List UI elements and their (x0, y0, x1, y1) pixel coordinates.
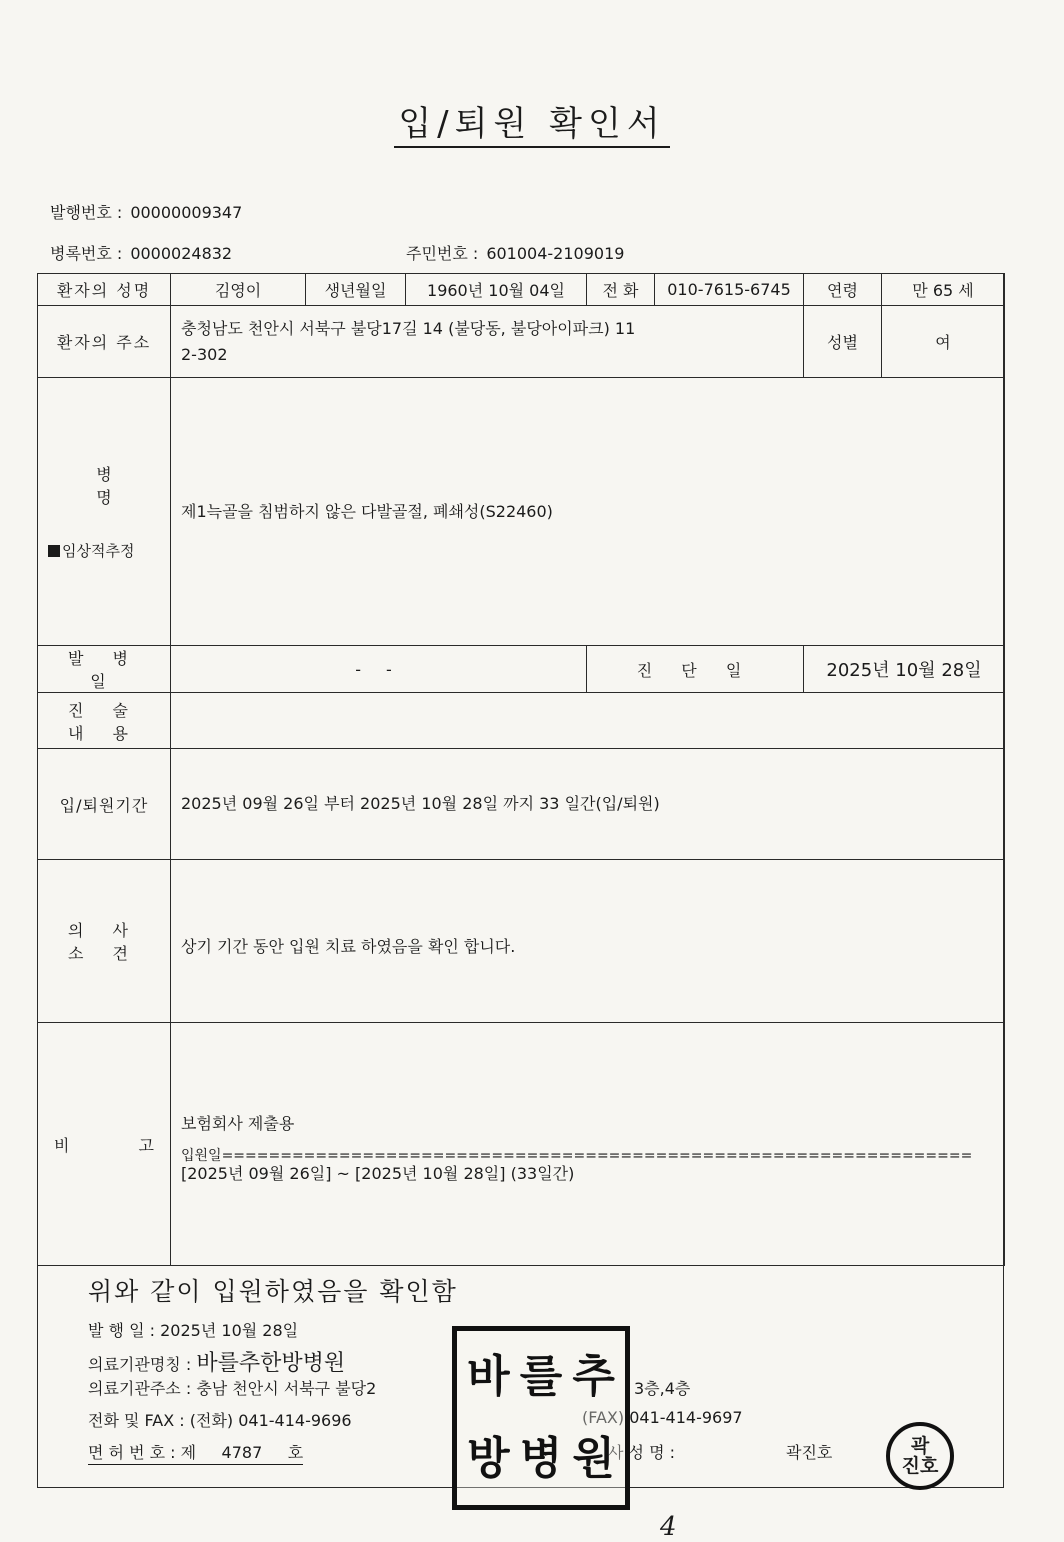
address-line-2: 2-302 (181, 344, 228, 364)
doctor-seal-glyph: 진 (901, 1455, 920, 1477)
handwritten-page-mark: 4 (660, 1512, 677, 1542)
patient-row (38, 274, 1005, 306)
remarks-content (171, 1023, 1005, 1266)
opinion-row (38, 860, 1005, 1023)
institution-name-line (88, 1346, 345, 1377)
seal-glyph: 바 (467, 1351, 510, 1402)
diagnosis-date-value: 2025년 10월 28일 (804, 646, 1005, 693)
clinical-estimate (48, 540, 160, 561)
phone-label: 전 화 (587, 274, 655, 306)
seal-glyph: 추 (572, 1351, 615, 1402)
diagnosis-row (38, 378, 1005, 646)
issue-number-value: 00000009347 (130, 203, 243, 222)
document-title: 입/퇴원 확인서 (0, 96, 1064, 145)
issuer-block (88, 1272, 988, 1462)
opinion-text: 상기 기간 동안 입원 치료 하였음을 확인 합니다. (171, 860, 1005, 1023)
clinical-estimate-label: 임상적추정 (62, 542, 135, 560)
name-label: 환자의 성명 (38, 274, 171, 306)
institution-address-line (88, 1376, 376, 1399)
checkbox-filled-icon (48, 545, 60, 557)
diagnosis-label-cell (38, 378, 171, 646)
sex-label: 성별 (804, 306, 882, 378)
license-label: 면 허 번 호 : (88, 1443, 176, 1462)
address-row (38, 306, 1005, 378)
birth-label: 생년월일 (306, 274, 406, 306)
institution-address-floor: 3층,4층 (634, 1379, 691, 1398)
statement-value (171, 693, 1005, 749)
period-text: 2025년 09월 26일 부터 2025년 10월 28일 까지 33 일간(입/퇴원) (171, 749, 1005, 860)
phone-value: (전화) 041-414-9696 (189, 1411, 352, 1430)
doctor-name: 곽진호 (786, 1443, 833, 1462)
age-label: 연령 (804, 274, 882, 306)
remarks-line-3: [2025년 09월 26일] ~ [2025년 10월 28일] (33일간) (181, 1164, 575, 1183)
issue-date-line (88, 1318, 298, 1341)
address-label: 환자의 주소 (38, 306, 171, 378)
institution-address-label: 의료기관주소 : (88, 1379, 192, 1398)
birth-date: 1960년 10월 04일 (406, 274, 587, 306)
record-number-value: 0000024832 (130, 244, 233, 263)
remarks-label-left: 비 (54, 1135, 70, 1155)
hospital-seal (452, 1326, 630, 1510)
fax-value: (FAX) 041-414-9697 (582, 1408, 743, 1427)
onset-label: 발 병 일 (38, 646, 171, 693)
doctor-seal-glyph: 호 (920, 1455, 939, 1477)
institution-name: 바를추한방병원 (196, 1351, 346, 1376)
record-number-label: 병록번호 : (50, 244, 123, 263)
statement-row (38, 693, 1005, 749)
doctor-seal (886, 1422, 954, 1490)
confirmation-statement: 위와 같이 입원하였음을 확인함 (88, 1277, 458, 1306)
diagnosis-text: 제1늑골을 침범하지 않은 다발골절, 폐쇄성(S22460) (171, 378, 1005, 646)
doctor-seal-glyph: 곽 (910, 1435, 930, 1457)
doctor-name-label: 사 성 명 : (608, 1443, 676, 1462)
form-table (37, 273, 1005, 1266)
issue-number-label: 발행번호 : (50, 203, 123, 222)
diagnosis-date-label: 진 단 일 (587, 646, 804, 693)
onset-row (38, 646, 1005, 693)
seal-glyph: 원 (572, 1433, 615, 1484)
phone-number: 010-7615-6745 (655, 274, 804, 306)
patient-name: 김영이 (171, 274, 306, 306)
seal-glyph: 병 (519, 1433, 563, 1484)
license-line (88, 1440, 303, 1463)
record-number (50, 241, 232, 264)
phone-fax-label: 전화 및 FAX : (88, 1411, 185, 1430)
address-line-1: 충청남도 천안시 서북구 불당17길 14 (불당동, 불당아이파크) 11 (181, 318, 636, 338)
institution-address: 충남 천안시 서북구 불당2 (196, 1379, 377, 1398)
seal-glyph: 를 (519, 1351, 563, 1402)
sex-value: 여 (882, 306, 1005, 378)
issue-date-label: 발 행 일 : (88, 1321, 156, 1340)
remarks-row (38, 1023, 1005, 1266)
onset-value: - - (171, 646, 587, 693)
resident-number (406, 241, 624, 264)
statement-label: 진 술 내 용 (38, 693, 171, 749)
license-number: 제 4787 호 (180, 1443, 304, 1462)
remarks-line-2: 입원일================================================================ (181, 1148, 973, 1164)
remarks-line-1: 보험회사 제출용 (181, 1114, 295, 1133)
resident-number-value: 601004-2109019 (486, 244, 625, 263)
period-row (38, 749, 1005, 860)
age-value: 만 65 세 (882, 274, 1005, 306)
seal-glyph: 방 (467, 1433, 510, 1484)
license-underlined (88, 1443, 303, 1465)
institution-name-label: 의료기관명칭 : (88, 1355, 192, 1374)
opinion-label: 의 사 소 견 (38, 860, 171, 1023)
phone-fax-line (88, 1408, 352, 1431)
issue-number (50, 200, 242, 223)
patient-address (171, 306, 804, 378)
resident-number-label: 주민번호 : (406, 244, 479, 263)
issue-date-value: 2025년 10월 28일 (160, 1321, 299, 1340)
remarks-label-right: 고 (138, 1135, 154, 1155)
period-label: 입/퇴원기간 (38, 749, 171, 860)
diagnosis-label: 병 명 (96, 465, 142, 507)
remarks-label (38, 1023, 171, 1266)
